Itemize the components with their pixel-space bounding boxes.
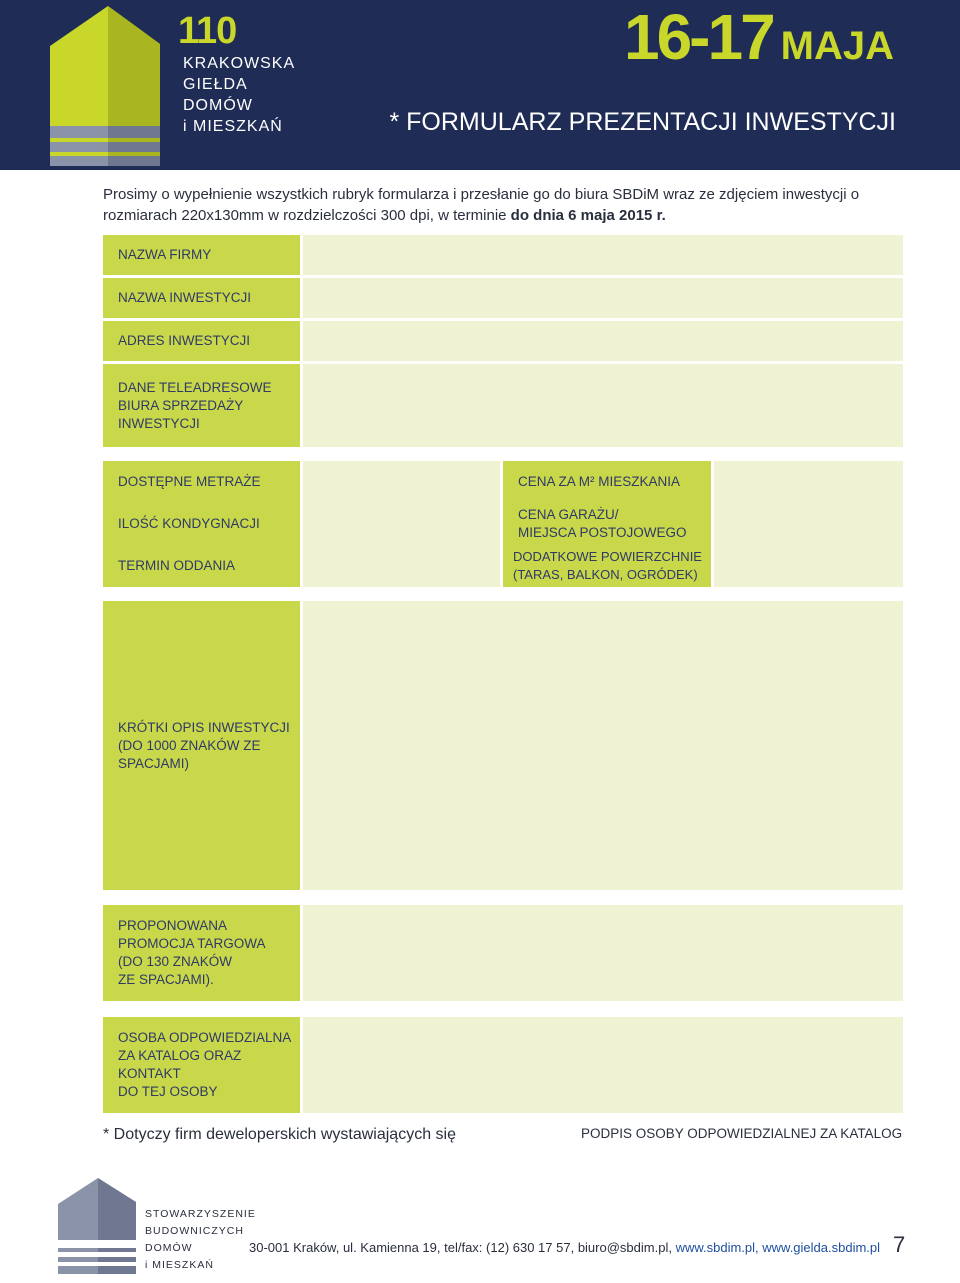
label-investment-address (103, 321, 300, 361)
field-fair-promotion[interactable] (303, 905, 903, 1001)
label-text: NAZWA FIRMY (118, 247, 212, 262)
label-text: ADRES INWESTYCJI (118, 333, 251, 348)
field-investment-address[interactable] (303, 321, 903, 361)
field-completion-date[interactable] (303, 545, 500, 587)
logo-text-line: DOMÓW (183, 97, 253, 114)
label-contact-person (103, 1017, 300, 1113)
footer-contact (249, 1240, 880, 1255)
label-text: NAZWA INWESTYCJI (118, 290, 252, 305)
label-text: ZA KATALOG ORAZ KONTAKT (118, 1048, 242, 1081)
footer-address: 30-001 Kraków, ul. Kamienna 19, tel/fax: (12) 630 17 57, biuro@sbdim.pl, (249, 1240, 676, 1255)
field-available-areas[interactable] (303, 461, 500, 503)
label-extra-areas (503, 545, 711, 587)
label-garage-price (503, 503, 711, 545)
label-text: ILOŚĆ KONDYGNACJI (118, 516, 260, 531)
field-contact-person[interactable] (303, 1017, 903, 1113)
logo-text-line: KRAKOWSKA (183, 55, 296, 72)
field-garage-price[interactable] (714, 503, 903, 545)
label-text: BIURA SPRZEDAŻY (118, 397, 244, 413)
field-investment-name[interactable] (303, 278, 903, 318)
label-text: CENA ZA M² MIESZKANIA (518, 474, 681, 489)
field-extra-areas[interactable] (714, 545, 903, 587)
label-text: TERMIN ODDANIA (118, 558, 236, 573)
label-text: DOSTĘPNE METRAŻE (118, 474, 261, 489)
field-company-name[interactable] (303, 235, 903, 275)
label-investment-name (103, 278, 300, 318)
footer-org-line: i MIESZKAŃ (145, 1259, 214, 1271)
label-price-per-m2 (503, 461, 711, 503)
label-text: MIEJSCA POSTOJOWEGO (518, 525, 687, 540)
label-text: DODATKOWE POWIERZCHNIE (513, 549, 702, 564)
event-dates (624, 0, 894, 74)
label-floors (103, 503, 300, 545)
developer-note: * Dotyczy firm deweloperskich wystawiających się (103, 1126, 456, 1143)
header-banner (0, 0, 960, 170)
event-days: 16-17 (623, 1, 773, 73)
logo-number: 110 (178, 10, 237, 52)
form-title: * FORMULARZ PREZENTACJI INWESTYCJI (389, 108, 896, 136)
label-fair-promotion (103, 905, 300, 1001)
footer-org-line: DOMÓW (145, 1242, 193, 1254)
label-text: CENA GARAŻU/ (518, 507, 619, 522)
label-text: (TARAS, BALKON, OGRÓDEK) (513, 567, 698, 582)
label-text: SPACJAMI) (118, 755, 190, 771)
logo-text-line: i MIESZKAŃ (183, 118, 283, 135)
association-logo-icon (58, 1178, 136, 1274)
label-text: PROMOCJA TARGOWA (118, 936, 266, 951)
intro-body: Prosimy o wypełnienie wszystkich rubryk formularza i przesłanie go do biura SBDiM wraz ze zdjęciem inwestycji o rozmiarach 220x130mm w rozdzielczości 300 dpi, w terminie (103, 186, 860, 224)
page-number: 7 (893, 1232, 906, 1257)
label-short-description (103, 601, 300, 890)
label-text: KRÓTKI OPIS INWESTYCJI (118, 719, 290, 735)
intro-deadline: do dnia 6 maja 2015 r. (510, 207, 666, 224)
footer-org-line: BUDOWNICZYCH (145, 1225, 244, 1237)
label-text: INWESTYCJI (118, 415, 200, 431)
intro-text (103, 184, 903, 226)
label-text: (DO 130 ZNAKÓW (118, 954, 233, 969)
label-text: PROPONOWANA (118, 918, 228, 933)
house-logo-icon (50, 6, 160, 166)
field-floors[interactable] (303, 503, 500, 545)
label-sales-office (103, 364, 300, 447)
signature-label: PODPIS OSOBY ODPOWIEDZIALNEJ ZA KATALOG (581, 1126, 903, 1141)
label-company-name (103, 235, 300, 275)
label-text: DO TEJ OSOBY (118, 1084, 218, 1099)
label-text: DANE TELEADRESOWE (118, 379, 272, 395)
field-sales-office[interactable] (303, 364, 903, 447)
label-completion-date (103, 545, 300, 587)
label-available-areas (103, 461, 300, 503)
label-text: OSOBA ODPOWIEDZIALNA (118, 1030, 292, 1045)
field-price-per-m2[interactable] (714, 461, 903, 503)
field-short-description[interactable] (303, 601, 903, 890)
logo-text-line: GIEŁDA (183, 76, 248, 93)
footer-websites-link[interactable]: www.sbdim.pl, www.gielda.sbdim.pl (675, 1240, 881, 1255)
label-text: ZE SPACJAMI). (118, 972, 214, 987)
label-text: (DO 1000 ZNAKÓW ZE (118, 737, 261, 753)
event-month: MAJA (780, 24, 894, 68)
footer-org-line: STOWARZYSZENIE (145, 1208, 256, 1220)
